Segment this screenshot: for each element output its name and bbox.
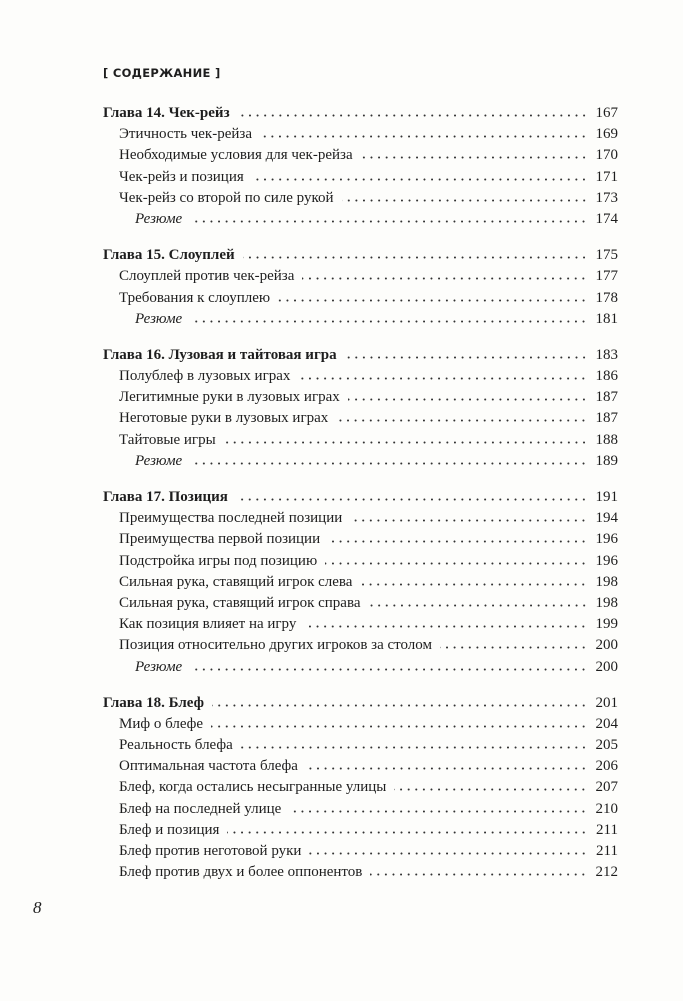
entry-page: 167: [595, 105, 618, 121]
section-entry[interactable]: [103, 779, 618, 800]
section-entry[interactable]: [103, 716, 618, 737]
dot-leader: [328, 540, 587, 543]
section-entry[interactable]: [103, 368, 618, 389]
chapter-entry[interactable]: [103, 489, 618, 510]
section-entry[interactable]: [103, 169, 618, 190]
dot-leader: [224, 441, 588, 444]
dot-leader: [252, 178, 588, 181]
chapter-entry[interactable]: [103, 695, 618, 716]
entry-page: 200: [595, 658, 618, 675]
entry-title: Легитимные руки в лузовых играх: [119, 389, 340, 406]
entry-page: 188: [595, 431, 618, 448]
section-entry[interactable]: [103, 531, 618, 552]
entry-title: Реальность блефа: [119, 737, 233, 754]
dot-leader: [325, 562, 587, 565]
entry-title: Блеф против неготовой руки: [119, 843, 302, 859]
summary-entry[interactable]: [103, 211, 618, 232]
dot-leader: [306, 767, 588, 770]
entry-title: Преимущества последней позиции: [119, 510, 343, 527]
entry-page: 198: [595, 573, 618, 590]
dot-leader: [243, 256, 588, 259]
entry-page: 170: [595, 147, 618, 164]
section-entry[interactable]: [103, 574, 618, 595]
section-entry[interactable]: [103, 389, 618, 410]
entry-title: Резюме: [135, 210, 183, 227]
chapter-group: [103, 695, 618, 886]
dot-leader: [238, 114, 588, 117]
entry-page: 196: [595, 531, 618, 548]
dot-leader: [190, 668, 587, 671]
summary-entry[interactable]: [103, 311, 618, 332]
entry-title: Блеф против двух и более оппонентов: [119, 864, 363, 881]
entry-page: 187: [595, 389, 618, 406]
entry-title: Чек-рейз и позиция: [119, 168, 244, 185]
entry-page: 187: [595, 410, 618, 427]
dot-leader: [350, 519, 587, 522]
entry-page: 211: [596, 843, 618, 859]
entry-page: 201: [595, 694, 618, 711]
summary-entry[interactable]: [103, 453, 618, 474]
entry-title: Глава 16. Лузовая и тайтовая игра: [103, 346, 337, 363]
dot-leader: [298, 377, 587, 380]
entry-title: Глава 18. Блеф: [103, 694, 204, 711]
dot-leader: [440, 646, 588, 649]
dot-leader: [190, 320, 587, 323]
section-entry[interactable]: [103, 637, 618, 658]
section-entry[interactable]: [103, 410, 618, 431]
entry-title: Блеф, когда остались несыгранные улицы: [119, 779, 387, 796]
entry-title: Необходимые условия для чек-рейза: [119, 147, 353, 164]
dot-leader: [360, 583, 587, 586]
entry-page: 174: [595, 210, 618, 227]
entry-page: 207: [595, 779, 618, 796]
chapter-entry[interactable]: [103, 105, 618, 126]
section-entry[interactable]: [103, 737, 618, 758]
section-entry[interactable]: [103, 864, 618, 885]
entry-title: Глава 17. Позиция: [103, 489, 228, 505]
entry-title: Слоуплей против чек-рейза: [119, 268, 295, 285]
entry-title: Подстройка игры под позицию: [119, 552, 318, 569]
entry-title: Резюме: [135, 452, 183, 469]
chapter-entry[interactable]: [103, 347, 618, 368]
dot-leader: [278, 299, 587, 302]
chapter-group: [103, 247, 618, 332]
section-entry[interactable]: [103, 801, 618, 822]
entry-page: 183: [595, 346, 618, 363]
entry-page: 178: [595, 289, 618, 306]
summary-entry[interactable]: [103, 659, 618, 680]
entry-title: Чек-рейз со второй по силе рукой: [119, 189, 334, 206]
dot-leader: [211, 725, 587, 728]
entry-title: Оптимальная частота блефа: [119, 758, 298, 775]
entry-page: 186: [595, 368, 618, 385]
entry-title: Резюме: [135, 310, 183, 327]
section-entry[interactable]: [103, 147, 618, 168]
entry-page: 169: [595, 126, 618, 143]
dot-leader: [227, 831, 588, 834]
entry-page: 175: [595, 247, 618, 264]
entry-page: 205: [595, 737, 618, 754]
dot-leader: [342, 199, 588, 202]
entry-page: 198: [595, 594, 618, 611]
dot-leader: [304, 625, 587, 628]
dot-leader: [260, 135, 588, 138]
chapter-group: [103, 347, 618, 474]
dot-leader: [345, 356, 588, 359]
section-entry[interactable]: [103, 553, 618, 574]
entry-page: 199: [595, 616, 618, 633]
entry-title: Блеф на последней улице: [119, 800, 282, 817]
entry-page: 210: [595, 800, 618, 817]
section-entry[interactable]: [103, 510, 618, 531]
dot-leader: [309, 852, 588, 855]
entry-page: 173: [595, 189, 618, 206]
entry-page: 206: [595, 758, 618, 775]
dot-leader: [370, 873, 587, 876]
section-entry[interactable]: [103, 126, 618, 147]
entry-page: 177: [595, 268, 618, 285]
entry-title: Этичность чек-рейза: [119, 126, 252, 143]
entry-page: 171: [595, 168, 618, 185]
entry-title: Сильная рука, ставящий игрок справа: [119, 594, 361, 611]
entry-title: Миф о блефе: [119, 715, 204, 732]
dot-leader: [190, 462, 587, 465]
entry-page: 194: [595, 510, 618, 527]
dot-leader: [394, 788, 587, 791]
dot-leader: [190, 220, 587, 223]
table-of-contents: [103, 105, 618, 900]
section-entry[interactable]: [103, 595, 618, 616]
entry-page: 204: [595, 715, 618, 732]
entry-title: Как позиция влияет на игру: [119, 616, 297, 633]
dot-leader: [361, 156, 588, 159]
entry-title: Неготовые руки в лузовых играх: [119, 410, 329, 427]
dot-leader: [302, 277, 587, 280]
entry-page: 189: [595, 452, 618, 469]
chapter-group: [103, 105, 618, 232]
entry-title: Преимущества первой позиции: [119, 531, 321, 548]
dot-leader: [236, 498, 588, 501]
section-entry[interactable]: [103, 432, 618, 453]
section-entry[interactable]: [103, 616, 618, 637]
entry-title: Резюме: [135, 658, 183, 675]
entry-page: 181: [595, 310, 618, 327]
dot-leader: [241, 746, 588, 749]
section-header: [ СОДЕРЖАНИЕ ]: [103, 66, 221, 80]
entry-title: Тайтовые игры: [119, 431, 216, 448]
entry-title: Глава 14. Чек-рейз: [103, 105, 230, 121]
entry-page: 211: [596, 821, 618, 838]
entry-page: 200: [595, 637, 618, 654]
entry-title: Сильная рука, ставящий игрок слева: [119, 573, 353, 590]
entry-page: 191: [595, 489, 618, 505]
dot-leader: [369, 604, 588, 607]
dot-leader: [212, 704, 588, 707]
entry-page: 196: [595, 552, 618, 569]
section-entry[interactable]: [103, 822, 618, 843]
section-entry[interactable]: [103, 190, 618, 211]
section-entry[interactable]: [103, 290, 618, 311]
section-entry[interactable]: [103, 758, 618, 779]
dot-leader: [348, 398, 588, 401]
chapter-entry[interactable]: [103, 247, 618, 268]
entry-title: Позиция относительно других игроков за столом: [119, 637, 432, 654]
page-number: 8: [33, 898, 42, 917]
entry-page: 212: [595, 864, 618, 881]
dot-leader: [336, 419, 587, 422]
entry-title: Глава 15. Слоуплей: [103, 247, 235, 264]
section-entry[interactable]: [103, 268, 618, 289]
chapter-group: [103, 489, 618, 680]
entry-title: Требования к слоуплею: [119, 289, 271, 306]
entry-title: Полублеф в лузовых играх: [119, 368, 291, 385]
entry-title: Блеф и позиция: [119, 821, 220, 838]
section-entry[interactable]: [103, 843, 618, 864]
dot-leader: [289, 810, 587, 813]
